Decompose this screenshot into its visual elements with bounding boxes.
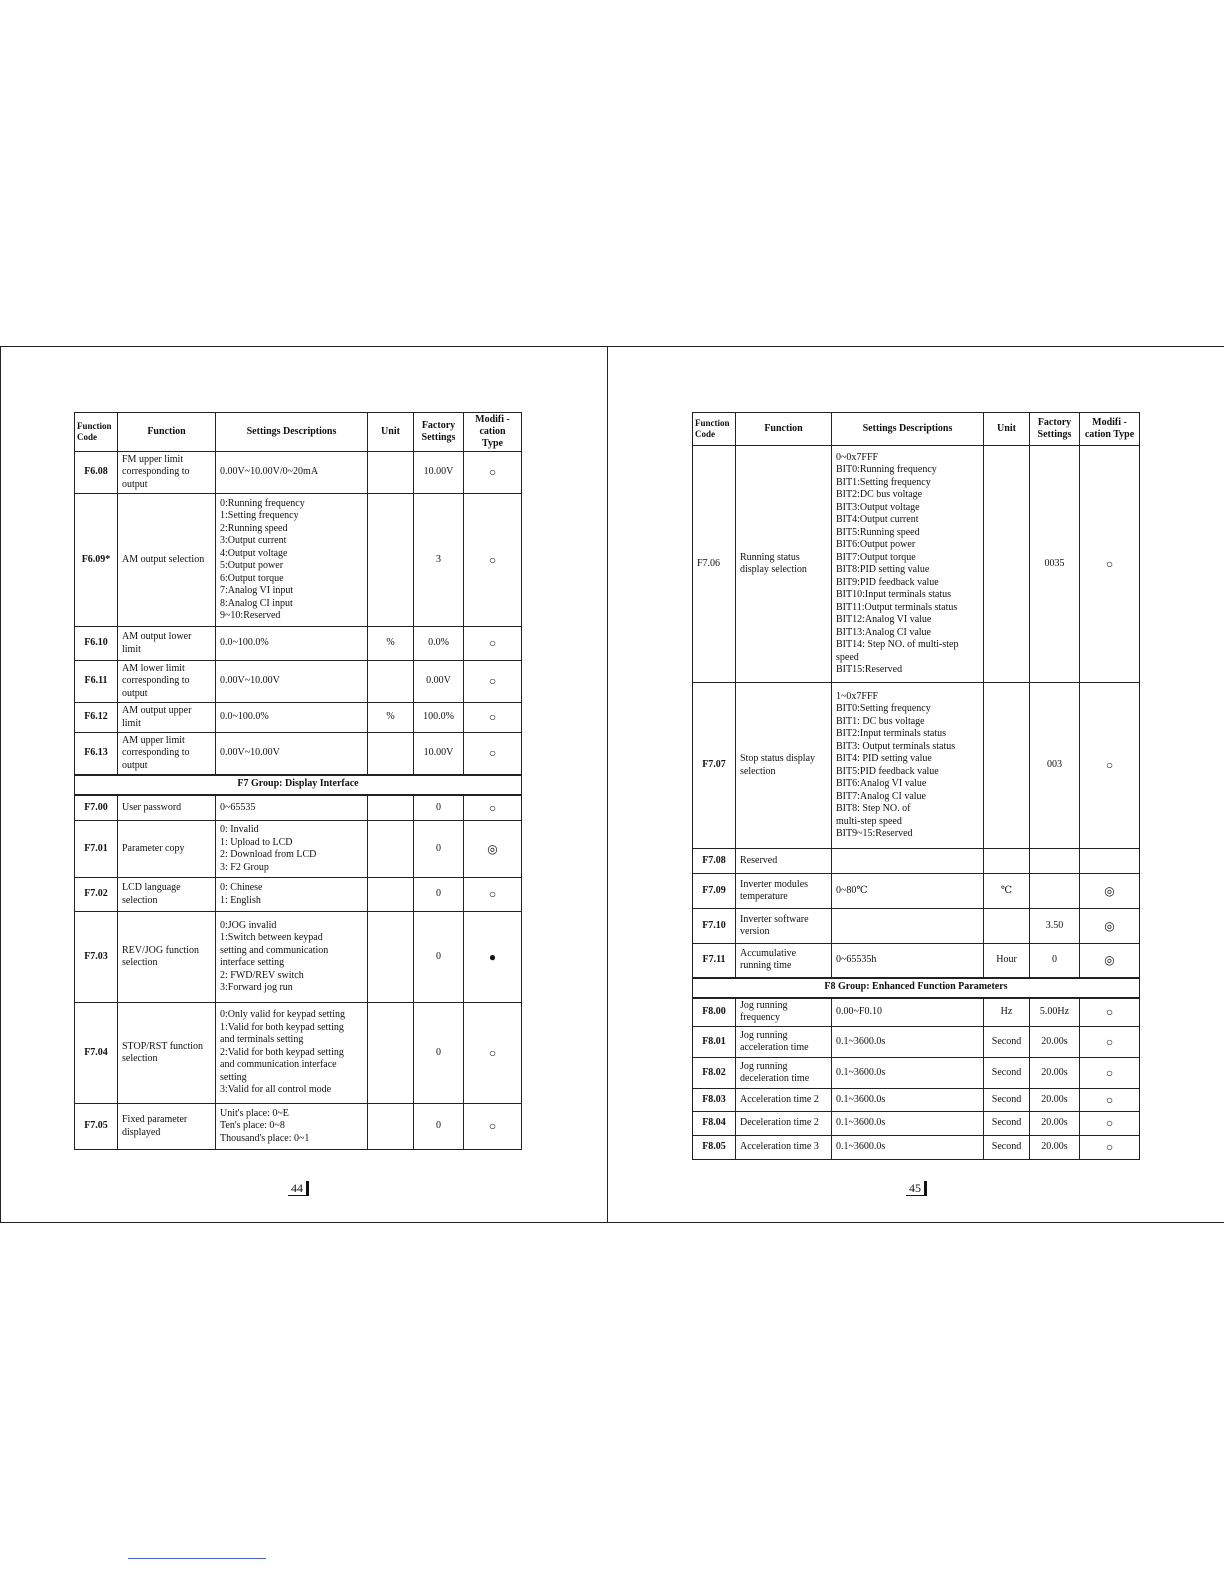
table-row	[693, 874, 1140, 909]
table-row	[75, 452, 522, 494]
param-settings: 0: Chinese 1: English	[216, 878, 368, 912]
param-code: F7.11	[693, 944, 736, 978]
param-function: STOP/RST function selection	[118, 1003, 216, 1104]
param-function: FM upper limit corresponding to output	[118, 452, 216, 494]
param-modification-type: ○	[464, 1003, 522, 1104]
param-function: Jog running acceleration time	[736, 1027, 832, 1058]
param-settings: 0~80℃	[832, 874, 984, 909]
param-factory-setting: 20.00s	[1030, 1089, 1080, 1112]
param-factory-setting: 20.00s	[1030, 1112, 1080, 1136]
param-factory-setting: 0	[414, 1003, 464, 1104]
param-code: F7.01	[75, 821, 118, 878]
param-code: F6.10	[75, 627, 118, 661]
group-title: F8 Group: Enhanced Function Parameters	[693, 978, 1140, 998]
param-code: F6.08	[75, 452, 118, 494]
param-settings: 0: Invalid 1: Upload to LCD 2: Download from LCD 3: F2 Group	[216, 821, 368, 878]
param-modification-type: ○	[464, 627, 522, 661]
param-unit: Second	[984, 1112, 1030, 1136]
param-modification-type: ◎	[1080, 944, 1140, 978]
table-row	[75, 733, 522, 775]
param-function: Acceleration time 2	[736, 1089, 832, 1112]
param-unit	[984, 849, 1030, 874]
param-code: F8.02	[693, 1058, 736, 1089]
param-modification-type: ○	[464, 1104, 522, 1150]
param-code: F7.06	[693, 446, 736, 683]
param-factory-setting: 0035	[1030, 446, 1080, 683]
param-modification-type: ○	[464, 494, 522, 627]
table-row	[693, 1112, 1140, 1136]
param-factory-setting: 0.0%	[414, 627, 464, 661]
param-settings: 0.0~100.0%	[216, 703, 368, 733]
header-function-code: Function Code	[693, 413, 736, 446]
param-modification-type: ○	[1080, 1089, 1140, 1112]
param-modification-type: ○	[464, 878, 522, 912]
param-modification-type: ○	[464, 703, 522, 733]
group-title: F7 Group: Display Interface	[75, 775, 522, 795]
page-divider	[607, 347, 608, 1222]
param-settings: 0:Only valid for keypad setting 1:Valid for both keypad setting and terminals setting 2:Valid for both keypad setting and communication interface setting 3:Valid for all control mode	[216, 1003, 368, 1104]
header-unit: Unit	[984, 413, 1030, 446]
param-modification-type: ○	[464, 795, 522, 821]
param-code: F8.00	[693, 998, 736, 1027]
param-function: Inverter modules temperature	[736, 874, 832, 909]
header-function: Function	[118, 413, 216, 452]
param-code: F6.11	[75, 661, 118, 703]
param-factory-setting: 3	[414, 494, 464, 627]
param-factory-setting: 10.00V	[414, 733, 464, 775]
param-factory-setting: 20.00s	[1030, 1027, 1080, 1058]
param-code: F6.12	[75, 703, 118, 733]
param-unit	[368, 1104, 414, 1150]
param-settings: 1~0x7FFF BIT0:Setting frequency BIT1: DC bus voltage BIT2:Input terminals status BIT3: Output terminals status BIT4: PID setting value BIT5:PID feedback value BIT6:Analog VI value BIT7:Analog CI value BIT8: Step NO. of multi-step speed BIT9~15:Reserved	[832, 683, 984, 849]
param-function: Running status display selection	[736, 446, 832, 683]
param-code: F8.04	[693, 1112, 736, 1136]
param-unit: Second	[984, 1027, 1030, 1058]
param-factory-setting: 0	[414, 912, 464, 1003]
param-function: Accumulative running time	[736, 944, 832, 978]
table-row	[693, 1027, 1140, 1058]
param-code: F7.03	[75, 912, 118, 1003]
param-unit: Second	[984, 1089, 1030, 1112]
header-modification: Modifi - cation Type	[1080, 413, 1140, 446]
param-settings: 0.1~3600.0s	[832, 1058, 984, 1089]
table-header-row	[693, 413, 1140, 446]
param-code: F7.07	[693, 683, 736, 849]
param-function: AM upper limit corresponding to output	[118, 733, 216, 775]
param-function: AM lower limit corresponding to output	[118, 661, 216, 703]
page-number-right: 45	[906, 1181, 927, 1196]
param-modification-type: ●	[464, 912, 522, 1003]
param-modification-type: ◎	[1080, 909, 1140, 944]
param-code: F7.05	[75, 1104, 118, 1150]
param-function: Acceleration time 3	[736, 1136, 832, 1160]
table-row	[75, 821, 522, 878]
param-code: F6.09*	[75, 494, 118, 627]
param-unit	[368, 494, 414, 627]
param-code: F8.01	[693, 1027, 736, 1058]
param-factory-setting: 20.00s	[1030, 1058, 1080, 1089]
param-modification-type: ○	[1080, 1112, 1140, 1136]
table-row	[693, 1136, 1140, 1160]
table-row	[693, 1058, 1140, 1089]
param-settings: 0.1~3600.0s	[832, 1027, 984, 1058]
param-unit	[368, 878, 414, 912]
param-unit	[368, 733, 414, 775]
param-settings: 0.00~F0.10	[832, 998, 984, 1027]
param-function: Jog running frequency	[736, 998, 832, 1027]
param-settings: 0.1~3600.0s	[832, 1089, 984, 1112]
param-settings: 0:JOG invalid 1:Switch between keypad setting and communication interface setting 2: FWD/REV switch 3:Forward jog run	[216, 912, 368, 1003]
param-factory-setting: 003	[1030, 683, 1080, 849]
param-modification-type: ◎	[464, 821, 522, 878]
param-code: F6.13	[75, 733, 118, 775]
param-unit	[368, 795, 414, 821]
param-function: AM output lower limit	[118, 627, 216, 661]
table-row	[75, 912, 522, 1003]
header-settings: Settings Descriptions	[216, 413, 368, 452]
table-row	[75, 627, 522, 661]
param-factory-setting: 20.00s	[1030, 1136, 1080, 1160]
param-function: User password	[118, 795, 216, 821]
param-unit: ℃	[984, 874, 1030, 909]
param-function: Inverter software version	[736, 909, 832, 944]
param-unit: Second	[984, 1058, 1030, 1089]
table-row	[693, 944, 1140, 978]
param-settings: 0.1~3600.0s	[832, 1112, 984, 1136]
param-code: F7.00	[75, 795, 118, 821]
table-row	[75, 1003, 522, 1104]
param-settings: 0~65535	[216, 795, 368, 821]
header-settings: Settings Descriptions	[832, 413, 984, 446]
param-settings: 0:Running frequency 1:Setting frequency 2:Running speed 3:Output current 4:Output voltage 5:Output power 6:Output torque 7:Analog VI input 8:Analog CI input 9~10:Reserved	[216, 494, 368, 627]
param-unit	[368, 821, 414, 878]
param-code: F7.02	[75, 878, 118, 912]
table-row	[75, 703, 522, 733]
param-function: Reserved	[736, 849, 832, 874]
param-unit: %	[368, 627, 414, 661]
param-settings: 0~65535h	[832, 944, 984, 978]
param-modification-type: ○	[1080, 1136, 1140, 1160]
param-factory-setting: 3.50	[1030, 909, 1080, 944]
param-factory-setting: 0	[414, 1104, 464, 1150]
page-number-left: 44	[288, 1181, 309, 1196]
param-settings: 0.00V~10.00V/0~20mA	[216, 452, 368, 494]
param-unit	[984, 683, 1030, 849]
param-factory-setting: 0	[414, 878, 464, 912]
param-factory-setting	[1030, 849, 1080, 874]
param-factory-setting: 5.00Hz	[1030, 998, 1080, 1027]
param-modification-type: ○	[1080, 1058, 1140, 1089]
param-function: Jog running deceleration time	[736, 1058, 832, 1089]
param-code: F8.03	[693, 1089, 736, 1112]
param-unit: Hz	[984, 998, 1030, 1027]
param-unit	[368, 912, 414, 1003]
param-code: F8.05	[693, 1136, 736, 1160]
table-row	[693, 446, 1140, 683]
param-factory-setting	[1030, 874, 1080, 909]
table-row	[75, 661, 522, 703]
param-factory-setting: 0	[414, 821, 464, 878]
param-function: Deceleration time 2	[736, 1112, 832, 1136]
table-row	[693, 683, 1140, 849]
param-unit	[368, 452, 414, 494]
param-modification-type: ◎	[1080, 874, 1140, 909]
param-unit	[368, 1003, 414, 1104]
param-function: REV/JOG function selection	[118, 912, 216, 1003]
param-modification-type	[1080, 849, 1140, 874]
group-heading-row	[75, 775, 522, 795]
param-factory-setting: 10.00V	[414, 452, 464, 494]
right-parameter-table	[692, 412, 1140, 1160]
param-settings: 0.00V~10.00V	[216, 661, 368, 703]
table-row	[75, 795, 522, 821]
param-function: LCD language selection	[118, 878, 216, 912]
param-unit	[984, 909, 1030, 944]
table-row	[75, 494, 522, 627]
header-function: Function	[736, 413, 832, 446]
param-unit	[368, 661, 414, 703]
table-row	[693, 849, 1140, 874]
param-function: AM output selection	[118, 494, 216, 627]
param-unit: Second	[984, 1136, 1030, 1160]
param-settings	[832, 909, 984, 944]
param-modification-type: ○	[464, 452, 522, 494]
param-code: F7.09	[693, 874, 736, 909]
table-row	[75, 878, 522, 912]
param-function: Fixed parameter displayed	[118, 1104, 216, 1150]
table-row	[693, 909, 1140, 944]
param-unit	[984, 446, 1030, 683]
table-row	[693, 1089, 1140, 1112]
param-factory-setting: 0	[1030, 944, 1080, 978]
left-parameter-table	[74, 412, 522, 1150]
param-settings: 0.00V~10.00V	[216, 733, 368, 775]
param-function: AM output upper limit	[118, 703, 216, 733]
param-factory-setting: 100.0%	[414, 703, 464, 733]
header-unit: Unit	[368, 413, 414, 452]
param-unit: %	[368, 703, 414, 733]
param-unit: Hour	[984, 944, 1030, 978]
param-code: F7.08	[693, 849, 736, 874]
header-function-code: Function Code	[75, 413, 118, 452]
param-factory-setting: 0.00V	[414, 661, 464, 703]
param-function: Parameter copy	[118, 821, 216, 878]
header-factory: Factory Settings	[1030, 413, 1080, 446]
param-modification-type: ○	[464, 733, 522, 775]
param-factory-setting: 0	[414, 795, 464, 821]
table-row	[693, 998, 1140, 1027]
param-settings	[832, 849, 984, 874]
header-factory: Factory Settings	[414, 413, 464, 452]
header-modification: Modifi - cation Type	[464, 413, 522, 452]
param-settings: 0.1~3600.0s	[832, 1136, 984, 1160]
param-modification-type: ○	[464, 661, 522, 703]
param-function: Stop status display selection	[736, 683, 832, 849]
param-settings: 0~0x7FFF BIT0:Running frequency BIT1:Setting frequency BIT2:DC bus voltage BIT3:Output voltage BIT4:Output current BIT5:Running speed BIT6:Output power BIT7:Output torque BIT8:PID setting value BIT9:PID feedback value BIT10:Input terminals status BIT11:Output terminals status BIT12:Analog VI value BIT13:Analog CI value BIT14: Step NO. of multi-step speed BIT15:Reserved	[832, 446, 984, 683]
param-settings: 0.0~100.0%	[216, 627, 368, 661]
param-modification-type: ○	[1080, 1027, 1140, 1058]
param-modification-type: ○	[1080, 446, 1140, 683]
param-modification-type: ○	[1080, 683, 1140, 849]
table-row	[75, 1104, 522, 1150]
param-settings: Unit's place: 0~E Ten's place: 0~8 Thousand's place: 0~1	[216, 1104, 368, 1150]
group-heading-row	[693, 978, 1140, 998]
table-header-row	[75, 413, 522, 452]
footer-link-underline	[128, 1558, 266, 1559]
param-code: F7.04	[75, 1003, 118, 1104]
param-code: F7.10	[693, 909, 736, 944]
param-modification-type: ○	[1080, 998, 1140, 1027]
